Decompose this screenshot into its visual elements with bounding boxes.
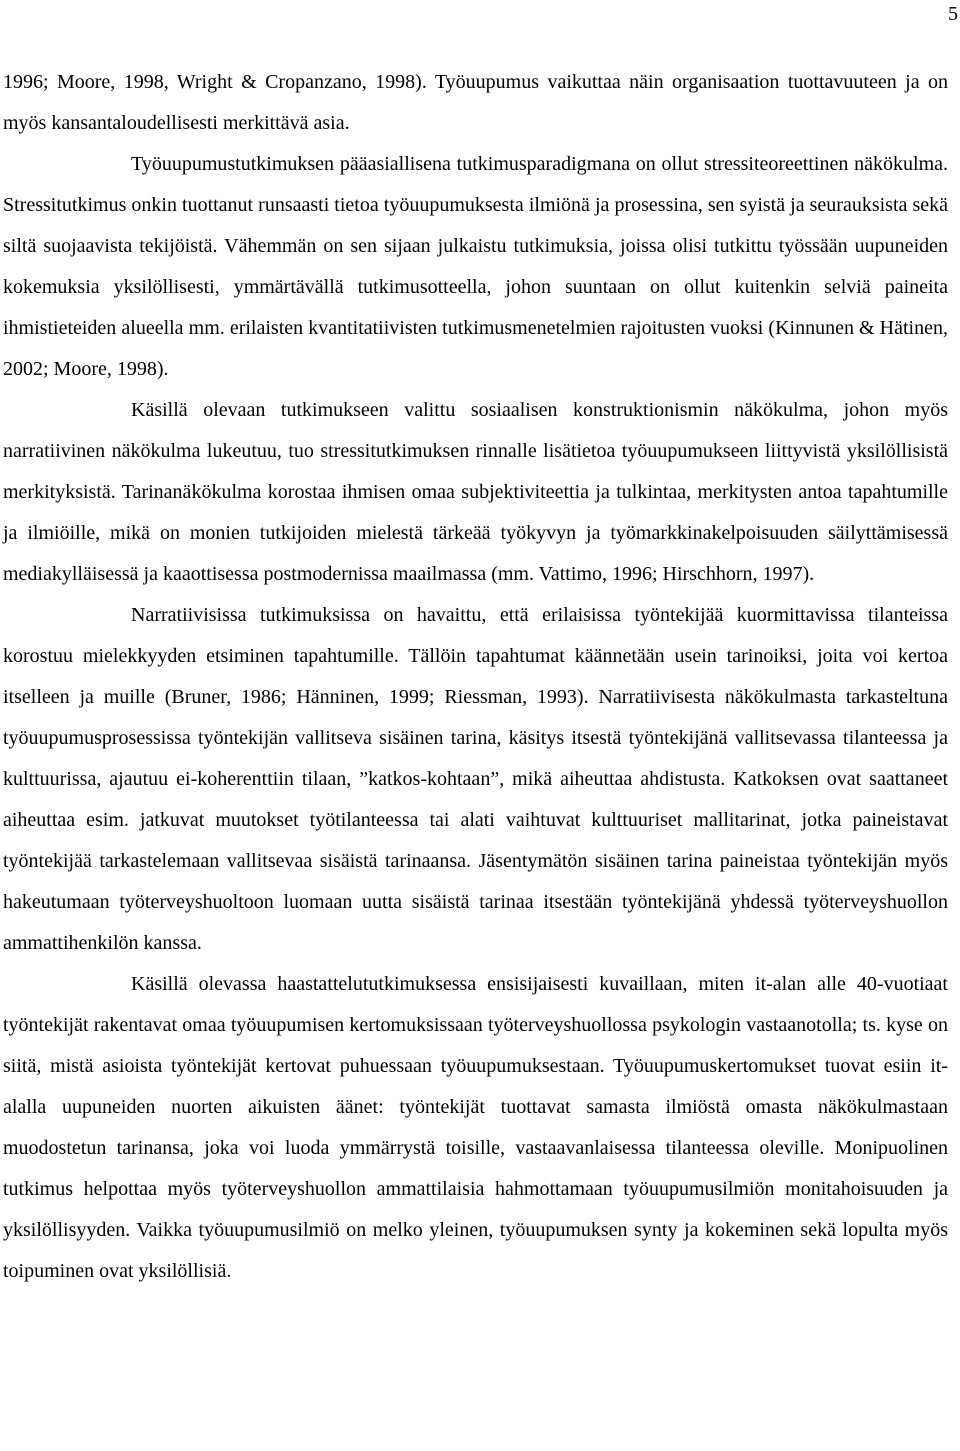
paragraph-narrative-research: Narratiivisissa tutkimuksissa on havaittu, että erilaisissa työntekijää kuormittavissa tilanteissa korostuu mielekkyyden etsiminen tapahtumille. Tällöin tapahtumat käännetään usein tarinoiksi, joita voi kertoa itselleen ja muille (Bruner, 1986; Hänninen, 1999; Riessman, 1993). Narratiivisesta näkökulmasta tarkasteltuna työuupumusprosessissa työntekijän vallitseva sisäinen tarina, käsitys itsestä työntekijänä vallitsevassa tilanteessa ja kulttuurissa, ajautuu ei-koherenttiin tilaan, ”katkos-kohtaan”, mikä aiheuttaa ahdistusta. Katkoksen ovat saattaneet aiheuttaa esim. jatkuvat muutokset työtilanteessa tai alati vaihtuvat kulttuuriset mallitarinat, jotka paineistavat työntekijää tarkastelemaan vallitsevaa sisäistä tarinaansa. Jäsentymätön sisäinen tarina paineistaa työntekijän myös hakeutumaan työterveyshuoltoon luomaan uutta sisäistä tarinaa itsestään työntekijänä yhdessä työterveyshuollon ammattihenkilön kanssa.	[3, 604, 948, 954]
paragraph-social-constructionism: Käsillä olevaan tutkimukseen valittu sosiaalisen konstruktionismin näkökulma, johon myös narratiivinen näkökulma lukeutuu, tuo stressitutkimuksen rinnalle lisätietoa työuupumukseen liittyvistä yksilöllisistä merkityksistä. Tarinanäkökulma korostaa ihmisen omaa subjektiviteettia ja tulkintaa, merkitysten antoa tapahtumille ja ilmiöille, mikä on monien tutkijoiden mielestä tärkeää työkyvyn ja työmarkkinakelpoisuuden säilyttämisessä mediakylläisessä ja kaaottisessa postmodernissa maailmassa (mm. Vattimo, 1996; Hirschhorn, 1997).	[3, 399, 948, 585]
page-number: 5	[948, 3, 958, 25]
paragraph-continuation: 1996; Moore, 1998, Wright & Cropanzano, 1998). Työuupumus vaikuttaa näin organisaation tuottavuuteen ja on myös kansantaloudellisesti merkittävä asia.	[3, 71, 948, 134]
paragraph-interview-study: Käsillä olevassa haastattelututkimuksessa ensisijaisesti kuvaillaan, miten it-alan alle 40-vuotiaat työntekijät rakentavat omaa työuupumisen kertomuksissaan työterveyshuollossa psykologin vastaanotolla; ts. kyse on siitä, mistä asioista työntekijät kertovat puhuessaan työuupumuksestaan. Työuupumuskertomukset tuovat esiin it-alalla uupuneiden nuorten aikuisten äänet: työntekijät tuottavat samasta ilmiöstä omasta näkökulmastaan muodostetun tarinansa, joka voi luoda ymmärrystä toisille, vastaavanlaisessa tilanteessa oleville. Monipuolinen tutkimus helpottaa myös työterveyshuollon ammattilaisia hahmottamaan työuupumusilmiön monitahoisuuden ja yksilöllisyyden. Vaikka työuupumusilmiö on melko yleinen, työuupumuksen synty ja kokeminen sekä lopulta myös toipuminen ovat yksilöllisiä.	[3, 973, 948, 1282]
paragraph-stress-theory: Työuupumustutkimuksen pääasiallisena tutkimusparadigmana on ollut stressiteoreettinen näkökulma. Stressitutkimus onkin tuottanut runsaasti tietoa työuupumuksesta ilmiönä ja prosessina, sen syistä ja seurauksista sekä siltä suojaavista tekijöistä. Vähemmän on sen sijaan julkaistu tutkimuksia, joissa olisi tutkittu työssään uupuneiden kokemuksia yksilöllisesti, ymmärtävällä tutkimusotteella, johon suuntaan on ollut kuitenkin selviä paineita ihmistieteiden alueella mm. erilaisten kvantitatiivisten tutkimusmenetelmien rajoitusten vuoksi (Kinnunen & Hätinen, 2002; Moore, 1998).	[3, 153, 948, 380]
